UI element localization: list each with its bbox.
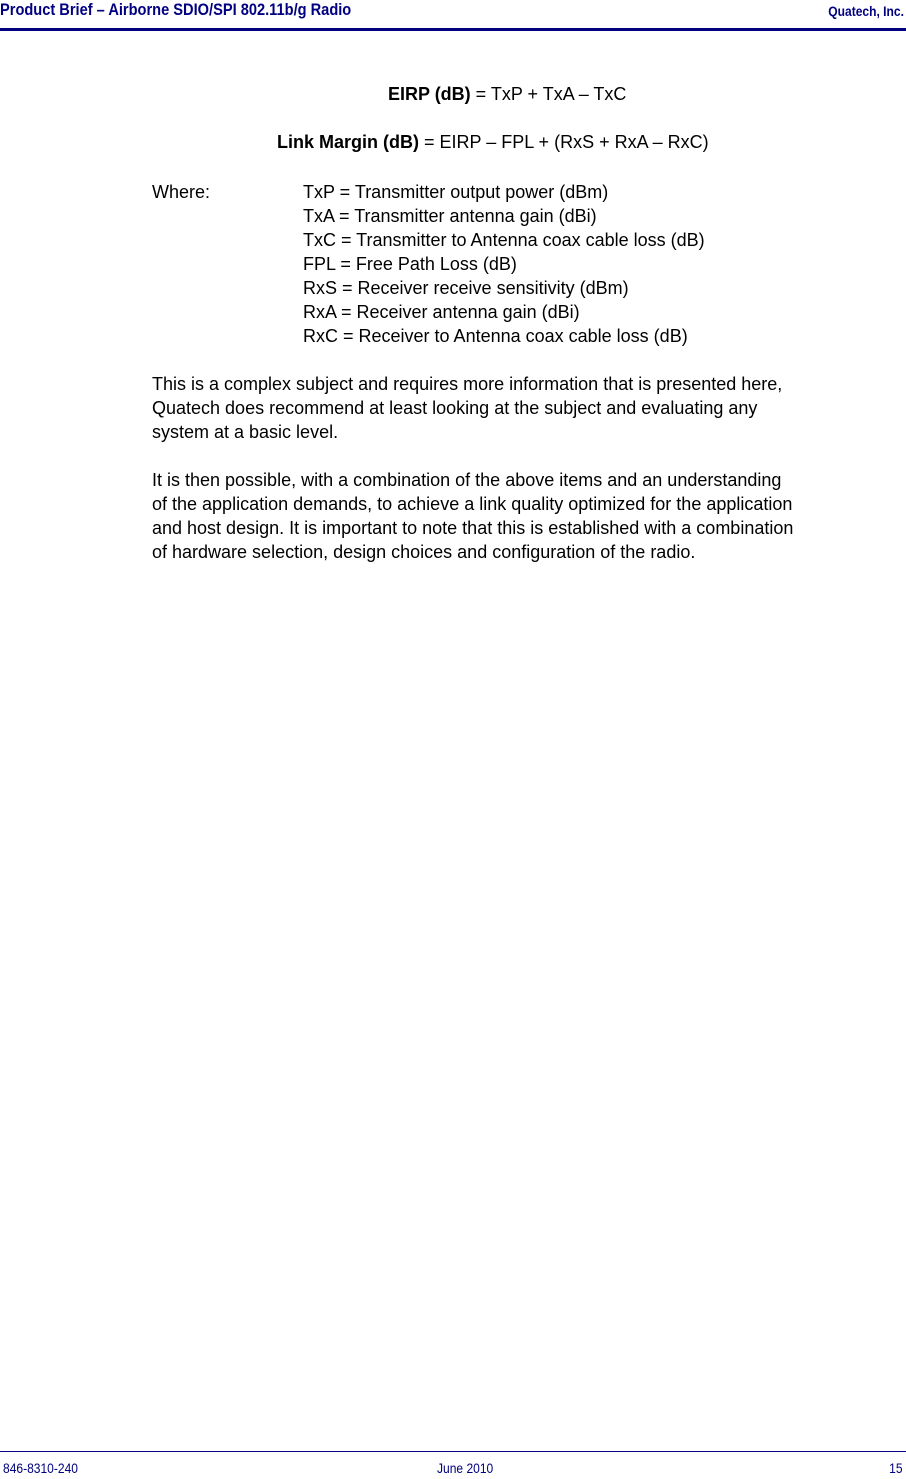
footer-divider xyxy=(0,1451,906,1452)
definition-item: RxC = Receiver to Antenna coax cable loss (dB) xyxy=(303,326,688,346)
paragraph-link-quality xyxy=(152,468,906,564)
paragraph-line: It is then possible, with a combination of the above items and an understanding xyxy=(152,470,782,490)
eirp-expression: = TxP + TxA – TxC xyxy=(470,84,627,104)
paragraph-complex-subject xyxy=(152,372,906,444)
paragraph-line: system at a basic level. xyxy=(152,422,339,442)
eirp-equation xyxy=(388,82,626,106)
definition-item: TxC = Transmitter to Antenna coax cable loss (dB) xyxy=(303,230,705,250)
where-label: Where: xyxy=(152,182,211,202)
link-margin-equation xyxy=(277,130,709,154)
definition-item: TxA = Transmitter antenna gain (dBi) xyxy=(303,206,597,226)
eirp-label: EIRP (dB) xyxy=(388,84,471,104)
link-margin-expression: = EIRP – FPL + (RxS + RxA – RxC) xyxy=(419,132,709,152)
paragraph-line: This is a complex subject and requires more information that is presented here, xyxy=(152,374,783,394)
paragraph-line: of the application demands, to achieve a link quality optimized for the application xyxy=(152,494,793,514)
definition-item: FPL = Free Path Loss (dB) xyxy=(303,254,517,274)
definitions-list xyxy=(303,180,705,348)
document-title: Product Brief – Airborne SDIO/SPI 802.11b/g Radio xyxy=(0,0,352,19)
definition-item: RxA = Receiver antenna gain (dBi) xyxy=(303,302,580,322)
doc-date: June 2010 xyxy=(437,1460,494,1476)
definition-item: RxS = Receiver receive sensitivity (dBm) xyxy=(303,278,629,298)
page-number: 15 xyxy=(889,1460,903,1476)
header-divider xyxy=(0,28,906,31)
definition-item: TxP = Transmitter output power (dBm) xyxy=(303,182,609,202)
paragraph-line: Quatech does recommend at least looking at the subject and evaluating any xyxy=(152,398,758,418)
company-name: Quatech, Inc. xyxy=(828,3,904,19)
paragraph-line: of hardware selection, design choices and configuration of the radio. xyxy=(152,542,696,562)
paragraph-line: and host design. It is important to note that this is established with a combination xyxy=(152,518,794,538)
link-margin-label: Link Margin (dB) xyxy=(277,132,419,152)
doc-number: 846-8310-240 xyxy=(3,1460,78,1476)
